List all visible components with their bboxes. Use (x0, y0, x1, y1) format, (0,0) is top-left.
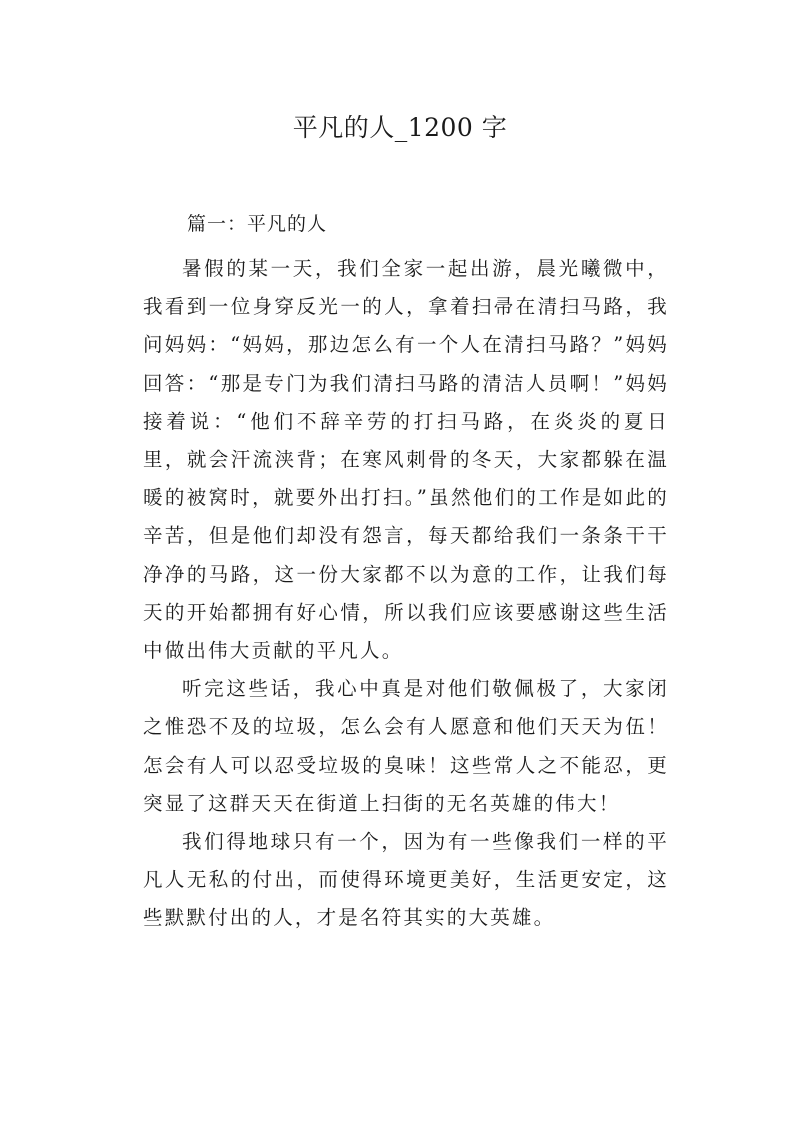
section-heading: 篇一：平凡的人 (187, 213, 328, 235)
paragraph: 听完这些话，我心中真是对他们敬佩极了，大家闭之惟恐不及的垃圾，怎么会有人愿意和他们天天为伍！怎会有人可以忍受垃圾的臭味！这些常人之不能忍，更突显了这群天天在街道上扫街的无名英雄的伟大！ (143, 677, 669, 815)
document-body (143, 250, 669, 938)
document-title: 平凡的人_1200 字 (292, 113, 508, 142)
paragraph: 暑假的某一天，我们全家一起出游，晨光曦微中，我看到一位身穿反光一的人，拿着扫帚在清扫马路，我问妈妈：“妈妈，那边怎么有一个人在清扫马路？”妈妈回答：“那是专门为我们清扫马路的清洁人员啊！”妈妈接着说：“他们不辞辛劳的打扫马路，在炎炎的夏日里，就会汗流浃背；在寒风刺骨的冬天，大家都躲在温暖的被窝时，就要外出打扫。”虽然他们的工作是如此的辛苦，但是他们却没有怨言，每天都给我们一条条干干净净的马路，这一份大家都不以为意的工作，让我们每天的开始都拥有好心情，所以我们应该要感谢这些生活中做出伟大贡献的平凡人。 (143, 257, 669, 663)
paragraph: 我们得地球只有一个，因为有一些像我们一样的平凡人无私的付出，而使得环境更美好，生活更安定，这些默默付出的人，才是名符其实的大英雄。 (143, 830, 669, 930)
